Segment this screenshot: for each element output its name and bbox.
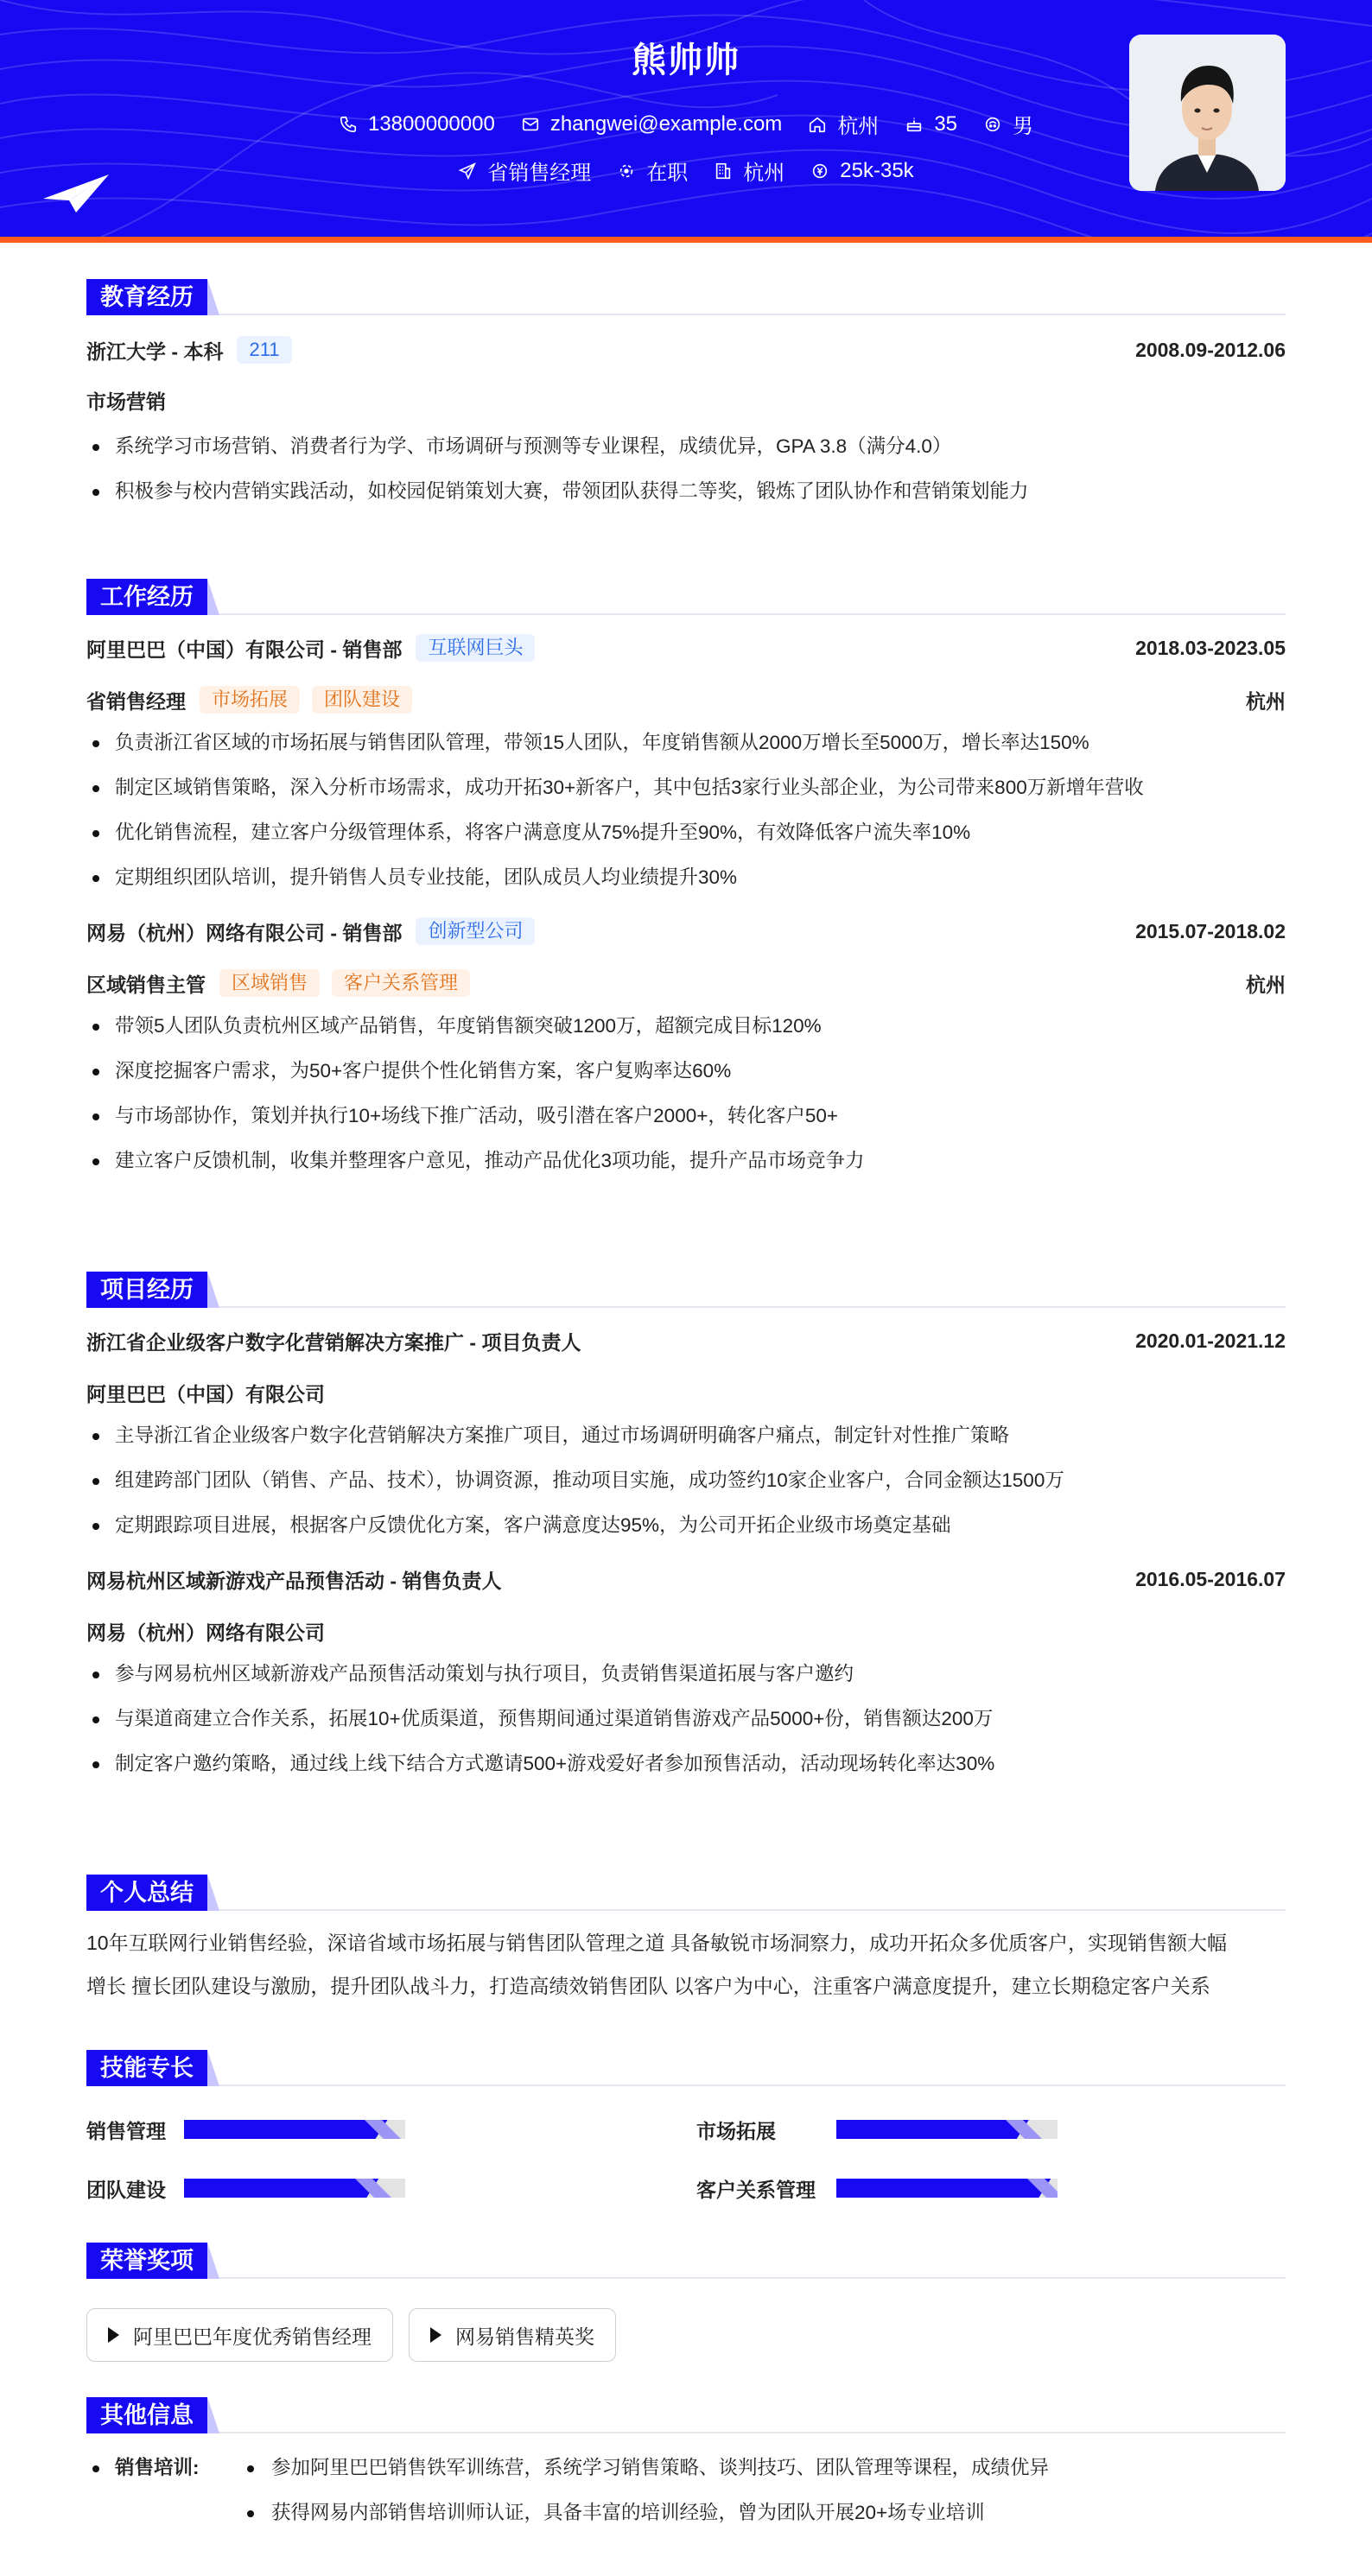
role-name: 区域销售主管: [86, 973, 206, 996]
summary-line: 10年互联网行业销售经验，深谙省域市场拓展与销售团队管理之道 具备敏锐市场洞察力，成功开拓众多优质客户，实现销售额大幅: [86, 1932, 1227, 1954]
list-item: 系统学习市场营销、消费者行为学、市场调研与预测等专业课程，成绩优异，GPA 3.8（满分4.0）: [86, 424, 1286, 469]
list-item: 优化销售流程，建立客户分级管理体系，将客户满意度从75%提升至90%，有效降低客户流失率10%: [86, 810, 1286, 855]
major-row: [86, 381, 1286, 419]
salary-info: [810, 155, 913, 186]
role-tag: 区域销售: [219, 969, 320, 997]
profile-photo: [1129, 35, 1286, 191]
list-item: 制定区域销售策略，深入分析市场需求，成功开拓30+新客户，其中包括3家行业头部企业，为公司带来800万新增年营收: [86, 765, 1286, 810]
skill-item: [86, 2112, 405, 2147]
other-title: 其他信息: [86, 2397, 207, 2433]
skill-name: 客户关系管理: [696, 2178, 816, 2201]
phone-text: 13800000000: [367, 111, 495, 136]
email-icon: [521, 115, 540, 134]
gender-icon: [983, 115, 1002, 134]
project-org-row: [86, 1374, 1286, 1412]
work-title: 工作经历: [86, 579, 207, 615]
list-item: 负责浙江省区域的市场拓展与销售团队管理，带领15人团队，年度销售额从2000万增长至5000万，增长率达150%: [86, 720, 1286, 765]
building-icon: [714, 162, 733, 181]
phone-info: [339, 109, 495, 139]
skill-bar-fill: [836, 2179, 1051, 2198]
hometown-info: [808, 109, 879, 139]
skill-name: 销售管理: [86, 2119, 166, 2142]
project-period: 2020.01-2021.12: [1135, 1329, 1286, 1352]
job-bullets: [86, 720, 1286, 900]
salary-text: 25k-35k: [840, 158, 914, 182]
project-org-row: [86, 1612, 1286, 1650]
summary-line: 增长 擅长团队建设与激励，提升团队战斗力，打造高绩效销售团队 以客户为中心，注重客户满意度提升，建立长期稳定客户关系: [86, 1975, 1210, 1997]
education-period: 2008.09-2012.06: [1135, 338, 1286, 361]
list-item: 深度挖掘客户需求，为50+客户提供个性化销售方案，客户复购率达60%: [86, 1049, 1286, 1094]
list-item: 参加阿里巴巴销售铁军训练营，系统学习销售策略、谈判技巧、团队管理等课程，成绩优异: [244, 2446, 1049, 2490]
age-info: [905, 109, 957, 139]
awards-section: [86, 2243, 1286, 2362]
send-icon: [458, 162, 477, 181]
job-role-row: [86, 681, 1286, 719]
summary-text: [86, 1921, 1286, 2008]
project-name: 网易杭州区域新游戏产品预售活动 - 销售负责人: [86, 1569, 502, 1592]
role-tag: 团队建设: [312, 686, 412, 714]
list-item: 组建跨部门团队（销售、产品、技术），协调资源，推动项目实施，成功签约10家企业客户，合同金额达1500万: [86, 1458, 1286, 1503]
other-row: [86, 2446, 1286, 2535]
summary-section: [86, 1875, 1286, 2008]
skills-grid: [86, 2086, 1286, 2207]
skill-item: [696, 2112, 1058, 2147]
skill-bar-fill: [184, 2120, 388, 2139]
role-tag: 客户关系管理: [332, 969, 470, 997]
hometown-text: 杭州: [837, 115, 880, 138]
education-header: [86, 279, 1286, 315]
cake-icon: [905, 115, 924, 134]
job-location: 杭州: [1246, 689, 1286, 713]
age-text: 35: [934, 111, 958, 136]
skill-item: [696, 2171, 1058, 2205]
skills-title: 技能专长: [86, 2050, 207, 2086]
list-item: 与市场部协作，策划并执行10+场线下推广活动，吸引潜在客户2000+，转化客户50+: [86, 1094, 1286, 1139]
summary-header: [86, 1875, 1286, 1911]
email-text: zhangwei@example.com: [549, 111, 783, 136]
summary-title: 个人总结: [86, 1875, 207, 1911]
job-company-row: [86, 912, 1286, 950]
role-name: 省销售经理: [86, 689, 186, 713]
job-period: 2015.07-2018.02: [1135, 919, 1286, 942]
paper-plane-icon: [41, 173, 111, 216]
list-item: 建立客户反馈机制，收集并整理客户意见，推动产品优化3项功能，提升产品市场竞争力: [86, 1139, 1286, 1183]
skills-header: [86, 2050, 1286, 2086]
job-title-info: [458, 155, 591, 186]
awards-header: [86, 2243, 1286, 2279]
other-section: [86, 2397, 1286, 2535]
list-item: 定期组织团队培训，提升销售人员专业技能，团队成员人均业绩提升30%: [86, 855, 1286, 900]
project-name: 浙江省企业级客户数字化营销解决方案推广 - 项目负责人: [86, 1330, 581, 1354]
other-header: [86, 2397, 1286, 2433]
skill-bar: [836, 2120, 1058, 2139]
work-section: [86, 579, 1286, 1183]
education-row: [86, 331, 1286, 369]
list-item: 制定客户邀约策略，通过线上线下结合方式邀请500+游戏爱好者参加预售活动，活动现场转化率达30%: [86, 1742, 1286, 1786]
job-title-text: 省销售经理: [487, 162, 592, 185]
header-accent-bar: [0, 237, 1372, 243]
company-name: 阿里巴巴（中国）有限公司 - 销售部: [86, 638, 403, 661]
project-row: [86, 1322, 1286, 1360]
education-title: 教育经历: [86, 279, 207, 315]
project-bullets: [86, 1413, 1286, 1548]
awards-list: [86, 2308, 1286, 2362]
list-item: 与渠道商建立合作关系，拓展10+优质渠道，预售期间通过渠道销售游戏产品5000+份，销售额达200万: [86, 1697, 1286, 1742]
home-icon: [808, 115, 827, 134]
project-row: [86, 1560, 1286, 1598]
projects-section: [86, 1272, 1286, 1786]
projects-title: 项目经历: [86, 1272, 207, 1308]
awards-title: 荣誉奖项: [86, 2243, 207, 2279]
education-section: [86, 279, 1286, 514]
skill-bar: [184, 2179, 405, 2198]
award-item: [86, 2308, 393, 2362]
other-items: [244, 2446, 1049, 2535]
company-tag: 创新型公司: [416, 917, 535, 945]
skill-bar-fill: [184, 2179, 378, 2198]
job-company-row: [86, 629, 1286, 667]
project-org: 阿里巴巴（中国）有限公司: [86, 1382, 325, 1405]
award-name: 网易销售精英奖: [455, 2325, 594, 2348]
major-name: 市场营销: [86, 390, 166, 413]
candidate-name: 熊帅帅: [632, 41, 740, 79]
education-bullets: [86, 424, 1286, 514]
skill-bar-fill: [836, 2120, 1029, 2139]
resume-header: [0, 0, 1372, 243]
skill-item: [86, 2171, 405, 2205]
list-item: 积极参与校内营销实践活动，如校园促销策划大赛，带领团队获得二等奖，锻炼了团队协作和营销策划能力: [86, 469, 1286, 514]
job-period: 2018.03-2023.05: [1135, 636, 1286, 659]
school-name: 浙江大学 - 本科: [86, 339, 224, 363]
play-icon: [108, 2327, 119, 2343]
avatar-illustration: [1129, 35, 1286, 191]
email-info: [521, 109, 783, 139]
school-tag: 211: [237, 336, 291, 364]
status-info: [617, 155, 688, 186]
gender-info: [983, 109, 1033, 139]
project-period: 2016.05-2016.07: [1135, 1567, 1286, 1590]
list-item: 主导浙江省企业级客户数字化营销解决方案推广项目，通过市场调研明确客户痛点，制定针对性推广策略: [86, 1413, 1286, 1458]
skill-name: 市场拓展: [696, 2119, 776, 2142]
list-item: 参与网易杭州区域新游戏产品预售活动策划与执行项目，负责销售渠道拓展与客户邀约: [86, 1652, 1286, 1697]
company-name: 网易（杭州）网络有限公司 - 销售部: [86, 921, 403, 944]
list-item: 带领5人团队负责杭州区域产品销售，年度销售额突破1200万，超额完成目标120%: [86, 1004, 1286, 1049]
money-icon: [810, 162, 829, 181]
skill-bar: [184, 2120, 405, 2139]
project-bullets: [86, 1652, 1286, 1786]
projects-header: [86, 1272, 1286, 1308]
skills-section: [86, 2050, 1286, 2207]
status-text: 在职: [646, 162, 689, 185]
job-role-row: [86, 964, 1286, 1002]
job-bullets: [86, 1004, 1286, 1183]
play-icon: [430, 2327, 441, 2343]
city-info: [714, 155, 784, 186]
status-icon: [617, 162, 636, 181]
award-name: 阿里巴巴年度优秀销售经理: [133, 2325, 372, 2348]
list-item: 定期跟踪项目进展，根据客户反馈优化方案，客户满意度达95%，为公司开拓企业级市场奠定基础: [86, 1503, 1286, 1548]
other-label: 销售培训:: [86, 2446, 244, 2535]
gender-text: 男: [1013, 115, 1034, 138]
award-item: [409, 2308, 616, 2362]
list-item: 获得网易内部销售培训师认证，具备丰富的培训经验，曾为团队开展20+场专业培训: [244, 2490, 1049, 2535]
role-tag: 市场拓展: [200, 686, 300, 714]
phone-icon: [339, 115, 358, 134]
skill-bar: [836, 2179, 1058, 2198]
company-tag: 互联网巨头: [416, 634, 535, 662]
job-location: 杭州: [1246, 973, 1286, 996]
work-header: [86, 579, 1286, 615]
skill-name: 团队建设: [86, 2178, 166, 2201]
project-org: 网易（杭州）网络有限公司: [86, 1621, 325, 1644]
city-text: 杭州: [743, 162, 785, 185]
